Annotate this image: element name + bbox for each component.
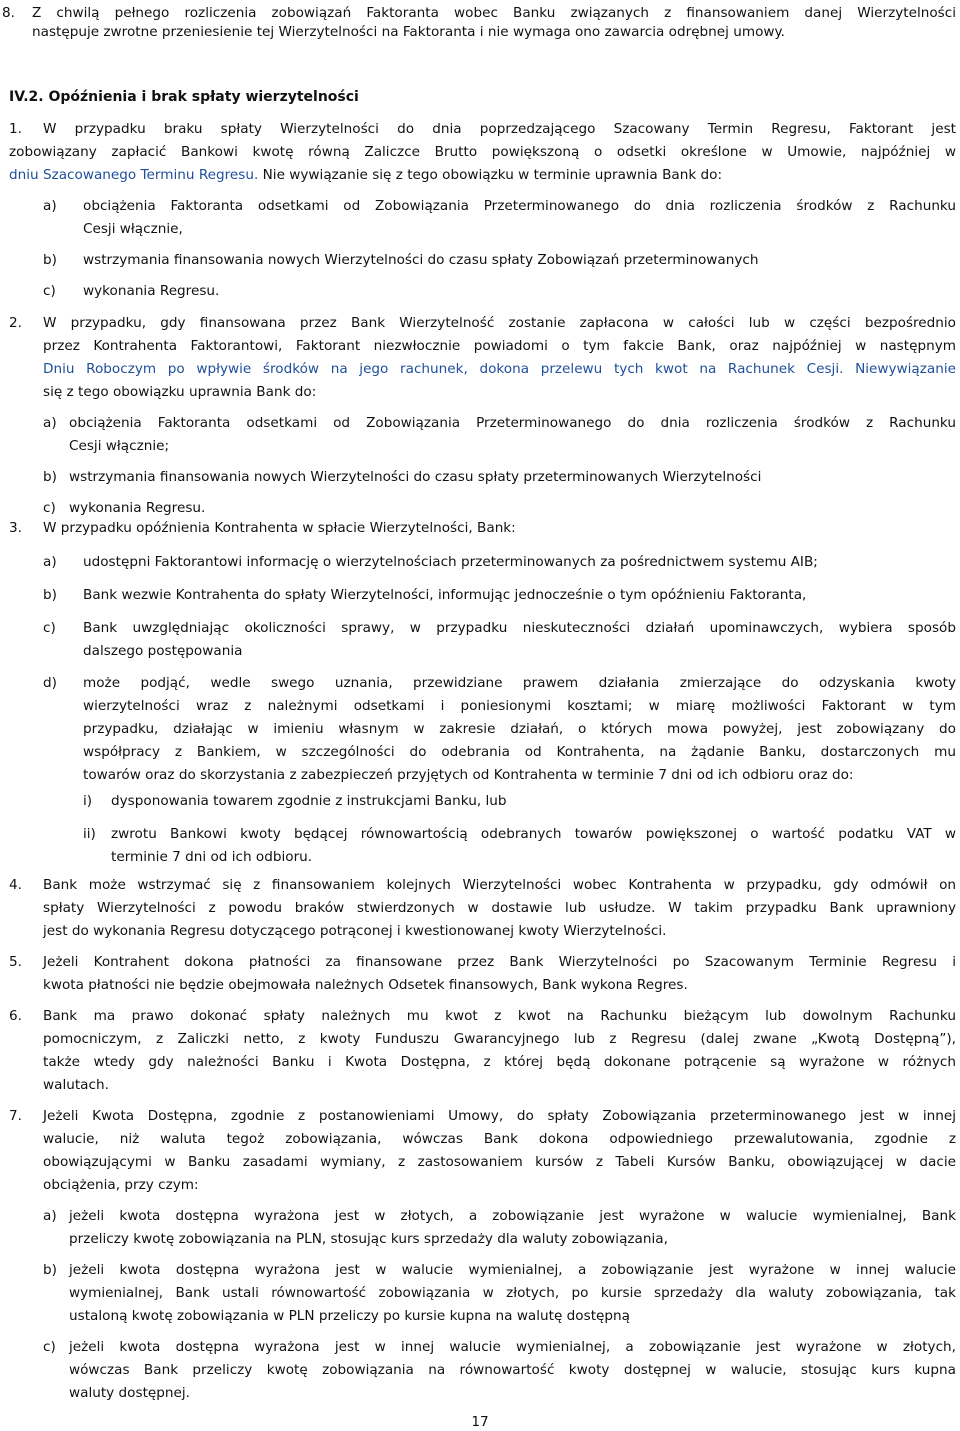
list-item-line: wierzytelności wraz z należnymi odsetkami i poniesionymi kosztami; w miarę możliwości Faktorant w tym [83, 698, 956, 714]
list-item-line: przeliczy kwotę zobowiązania na PLN, stosując kurs sprzedaży dla waluty zobowiązania, [69, 1231, 668, 1247]
list-item-line: wykonania Regresu. [69, 500, 206, 516]
list-item-line: współpracy z Bankiem, w szczególności do odebrania od Kontrahenta, na żądanie Banku, dostarczonych mu [83, 744, 956, 760]
item-number: 7. [9, 1108, 22, 1124]
list-label: c) [43, 283, 56, 299]
list-item-line: ustaloną kwotę zobowiązania w PLN przeliczy po kursie kupna na walutę dostępną [69, 1308, 630, 1324]
list-item-line: obciążenia Faktoranta odsetkami od Zobowiązania Przeterminowanego do dnia rozliczenia środków z Rachunku [69, 415, 956, 431]
paragraph-line: jest do wykonania Regresu dotyczącego potrąconej i kwestionowanej kwoty Wierzytelności. [43, 923, 667, 939]
paragraph-line: W przypadku braku spłaty Wierzytelności do dnia poprzedzającego Szacowany Termin Regresu, Faktorant jest [43, 121, 956, 137]
list-item-line: Bank uwzględniając okoliczności sprawy, w przypadku nieskuteczności działań upominawczych, wybiera sposób [83, 620, 956, 636]
list-label: c) [43, 1339, 56, 1355]
list-item-line: dysponowania towarem zgodnie z instrukcjami Banku, lub [111, 793, 507, 809]
list-item-line: waluty dostępnej. [69, 1385, 190, 1401]
list-item-line: dalszego postępowania [83, 643, 243, 659]
list-item-line: jeżeli kwota dostępna wyrażona jest w złotych, a zobowiązanie jest wyrażone w walucie wymienialnej, Bank [69, 1208, 956, 1224]
highlighted-text: dniu Szacowanego Terminu Regresu. [9, 167, 259, 183]
item-number: 5. [9, 954, 22, 970]
paragraph-line: przez Kontrahenta Faktorantowi, Faktorant niezwłocznie powiadomi o tym fakcie Bank, oraz najpóźniej w następnym [43, 338, 956, 354]
list-item-line: może podjąć, wedle swego uznania, przewidziane prawem działania zmierzające do odzyskania kwoty [83, 675, 956, 691]
list-label: b) [43, 587, 57, 603]
list-item-line: terminie 7 dni od ich odbioru. [111, 849, 313, 865]
list-label: a) [43, 1208, 57, 1224]
list-label: c) [43, 500, 56, 516]
item-number: 8. [2, 5, 15, 21]
paragraph-line [43, 358, 956, 381]
list-item-line: wykonania Regresu. [83, 283, 220, 299]
paragraph-line: walucie, niż waluta tegoż zobowiązania, wówczas Bank dokona odpowiedniego przewalutowania, zgodnie z [43, 1131, 956, 1147]
list-item-line: wstrzymania finansowania nowych Wierzytelności do czasu spłaty Zobowiązań przeterminowanych [83, 252, 759, 268]
paragraph-line: W przypadku opóźnienia Kontrahenta w spłacie Wierzytelności, Bank: [43, 520, 516, 536]
list-label: c) [43, 620, 56, 636]
list-item-line: towarów oraz do skorzystania z zabezpieczeń przyjętych od Kontrahenta w terminie 7 dni od ich odbioru oraz do: [83, 767, 854, 783]
list-item-line: obciążenia Faktoranta odsetkami od Zobowiązania Przeterminowanego do dnia rozliczenia środków z Rachunku [83, 198, 956, 214]
list-item-line: wówczas Bank przeliczy kwotę zobowiązania na równowartość kwoty dostępnej w walucie, stosując kurs kupna [69, 1362, 956, 1378]
paragraph-line [9, 164, 956, 187]
list-label: a) [43, 198, 57, 214]
paragraph-line: walutach. [43, 1077, 109, 1093]
list-label: b) [43, 469, 57, 485]
list-item-line: udostępni Faktorantowi informację o wierzytelnościach przeterminowanych za pośrednictwem systemu AIB; [83, 554, 818, 570]
highlighted-text: Dniu Roboczym po wpływie środków na jego rachunek, dokona przelewu tych kwot na Rachunek Cesji. [43, 361, 844, 377]
page-number: 17 [471, 1414, 489, 1430]
list-item-line: jeżeli kwota dostępna wyrażona jest w walucie wymienialnej, a zobowiązanie jest wyrażone w innej walucie [69, 1262, 956, 1278]
list-label: a) [43, 415, 57, 431]
list-label: a) [43, 554, 57, 570]
paragraph-line: się z tego obowiązku uprawnia Bank do: [43, 384, 317, 400]
list-item-line: jeżeli kwota dostępna wyrażona jest w innej walucie wymienialnej, a zobowiązanie jest wyrażone w złotych, [69, 1339, 956, 1355]
paragraph-line: Z chwilą pełnego rozliczenia zobowiązań Faktoranta wobec Banku związanych z finansowaniem danej Wierzytelności [32, 5, 956, 21]
paragraph-line: zobowiązany zapłacić Bankowi kwotę równą Zaliczce Brutto powiększoną o odsetki określone w Umowie, najpóźniej w [9, 144, 956, 160]
list-item-line: Bank wezwie Kontrahenta do spłaty Wierzytelności, informując jednocześnie o tym opóźnieniu Faktoranta, [83, 587, 807, 603]
paragraph-line: obciążenia, przy czym: [43, 1177, 199, 1193]
item-number: 2. [9, 315, 22, 331]
list-item-line: przypadku, działając w imieniu własnym w zakresie działań, o których mowa powyżej, jest zobowiązany do [83, 721, 956, 737]
paragraph-line: spłaty Wierzytelności z powodu braków stwierdzonych w dostawie lub usłudze. W takim przypadku Bank uprawniony [43, 900, 956, 916]
list-item-line: zwrotu Bankowi kwoty będącej równowartością odebranych towarów powiększonej o wartość podatku VAT w [111, 826, 956, 842]
list-label: ii) [83, 826, 96, 842]
list-item-line: wymienialnej, Bank ustali równowartość zobowiązania w złotych, po kursie sprzedaży dla waluty zobowiązania, tak [69, 1285, 956, 1301]
highlighted-text: Niewywiązanie [843, 361, 956, 377]
item-number: 1. [9, 121, 22, 137]
list-label: i) [83, 793, 93, 809]
list-item-line: wstrzymania finansowania nowych Wierzytelności do czasu spłaty przeterminowanych Wierzytelności [69, 469, 762, 485]
paragraph-line: Jeżeli Kontrahent dokona płatności za finansowane przez Bank Wierzytelności po Szacowanym Terminie Regresu i [43, 954, 956, 970]
paragraph-line: pomocniczym, z Zaliczki netto, z kwoty Funduszu Gwarancyjnego lub z Regresu (dalej zwane „Kwotą Dostępną”), [43, 1031, 956, 1047]
list-item-line: Cesji włącznie, [83, 221, 183, 237]
paragraph-line: obowiązującymi w Banku zasadami wymiany, z zastosowaniem kursów z Tabeli Kursów Banku, obowiązującej w dacie [43, 1154, 956, 1170]
list-label: b) [43, 1262, 57, 1278]
paragraph-line: Bank ma prawo dokonać spłaty należnych mu kwot z kwot na Rachunku bieżącym lub dowolnym Rachunku [43, 1008, 956, 1024]
paragraph-line: W przypadku, gdy finansowana przez Bank Wierzytelność zostanie zapłacona w całości lub w części bezpośrednio [43, 315, 956, 331]
paragraph-line: także wtedy gdy należności Banku i Kwota Dostępna, z której będą dokonane potrącenie są wyrażone w różnych [43, 1054, 956, 1070]
item-number: 4. [9, 877, 22, 893]
paragraph-line: Bank może wstrzymać się z finansowaniem kolejnych Wierzytelności wobec Kontrahenta w przypadku, gdy odmówił on [43, 877, 956, 893]
paragraph-line: następuje zwrotne przeniesienie tej Wierzytelności na Faktoranta i nie wymaga ono zawarcia odrębnej umowy. [32, 24, 785, 40]
paragraph-line: Jeżeli Kwota Dostępna, zgodnie z postanowieniami Umowy, do spłaty Zobowiązania przeterminowanego jest w innej [43, 1108, 956, 1124]
item-number: 3. [9, 520, 22, 536]
list-label: b) [43, 252, 57, 268]
section-heading: IV.2. Opóźnienia i brak spłaty wierzytelności [9, 89, 359, 105]
plain-text: Nie wywiązanie się z tego obowiązku w terminie uprawnia Bank do: [258, 167, 723, 183]
item-number: 6. [9, 1008, 22, 1024]
list-item-line: Cesji włącznie; [69, 438, 170, 454]
paragraph-line: kwota płatności nie będzie obejmowała należnych Odsetek finansowych, Bank wykona Regres. [43, 977, 688, 993]
list-label: d) [43, 675, 57, 691]
